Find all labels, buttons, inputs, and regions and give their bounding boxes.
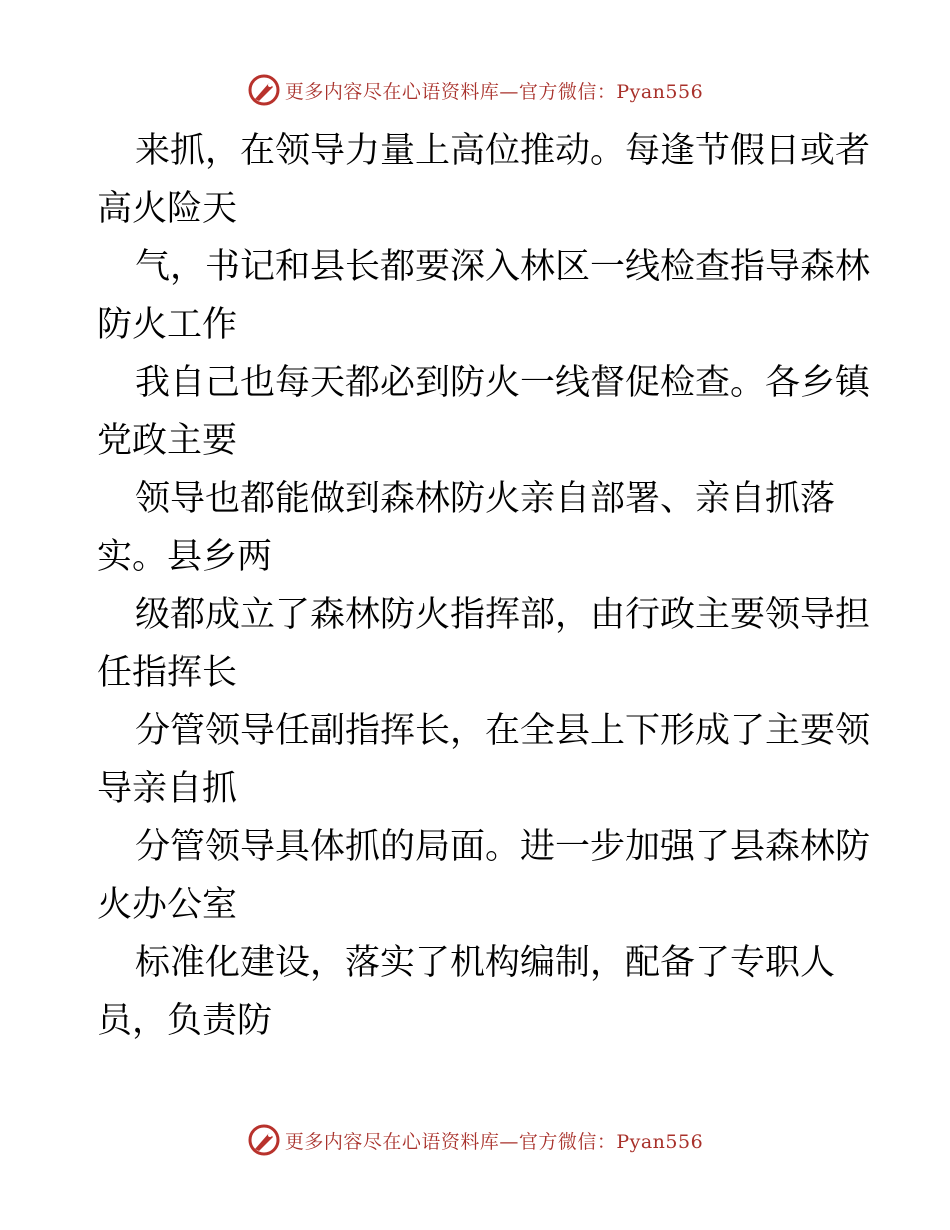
body-text xyxy=(97,122,871,1050)
paragraph xyxy=(97,238,871,354)
paragraph-line-1: 我自己也每天都必到防火一线督促检查。各乡镇 xyxy=(135,363,871,403)
paragraph xyxy=(97,354,871,470)
paragraph-line-2: 党政主要 xyxy=(97,421,238,461)
footer-banner-text: 更多内容尽在心语资料库—官方微信：Pyan556 xyxy=(284,1130,704,1153)
paragraph-line-2: 任指挥长 xyxy=(97,653,238,693)
paragraph-line-1: 分管领导具体抓的局面。进一步加强了县森林防 xyxy=(135,827,871,867)
paragraph-line-1: 分管领导任副指挥长，在全县上下形成了主要领 xyxy=(135,711,871,751)
paragraph-line-1: 级都成立了森林防火指挥部，由行政主要领导担 xyxy=(135,595,871,635)
header-banner xyxy=(0,70,950,110)
footer-banner xyxy=(0,1120,950,1160)
paragraph-line-2: 高火险天 xyxy=(97,189,238,229)
paragraph-line-2: 员，负责防 xyxy=(97,1001,273,1041)
paragraph-line-1: 领导也都能做到森林防火亲自部署、亲自抓落 xyxy=(135,479,836,519)
paragraph-line-1: 来抓，在领导力量上高位推动。每逢节假日或者 xyxy=(135,131,871,171)
paragraph xyxy=(97,122,871,238)
pen-nib-logo-icon xyxy=(247,73,281,107)
paragraph xyxy=(97,586,871,702)
paragraph-line-2: 导亲自抓 xyxy=(97,769,238,809)
paragraph xyxy=(97,702,871,818)
pen-nib-logo-icon xyxy=(247,1123,281,1157)
paragraph-line-2: 防火工作 xyxy=(97,305,238,345)
paragraph-line-2: 火办公室 xyxy=(97,885,238,925)
header-banner-text: 更多内容尽在心语资料库—官方微信：Pyan556 xyxy=(284,80,704,103)
paragraph-line-1: 标准化建设，落实了机构编制，配备了专职人 xyxy=(135,943,836,983)
paragraph xyxy=(97,934,857,1050)
paragraph xyxy=(97,470,857,586)
paragraph-line-2: 实。县乡两 xyxy=(97,537,273,577)
paragraph xyxy=(97,818,871,934)
paragraph-line-1: 气，书记和县长都要深入林区一线检查指导森林 xyxy=(135,247,871,287)
